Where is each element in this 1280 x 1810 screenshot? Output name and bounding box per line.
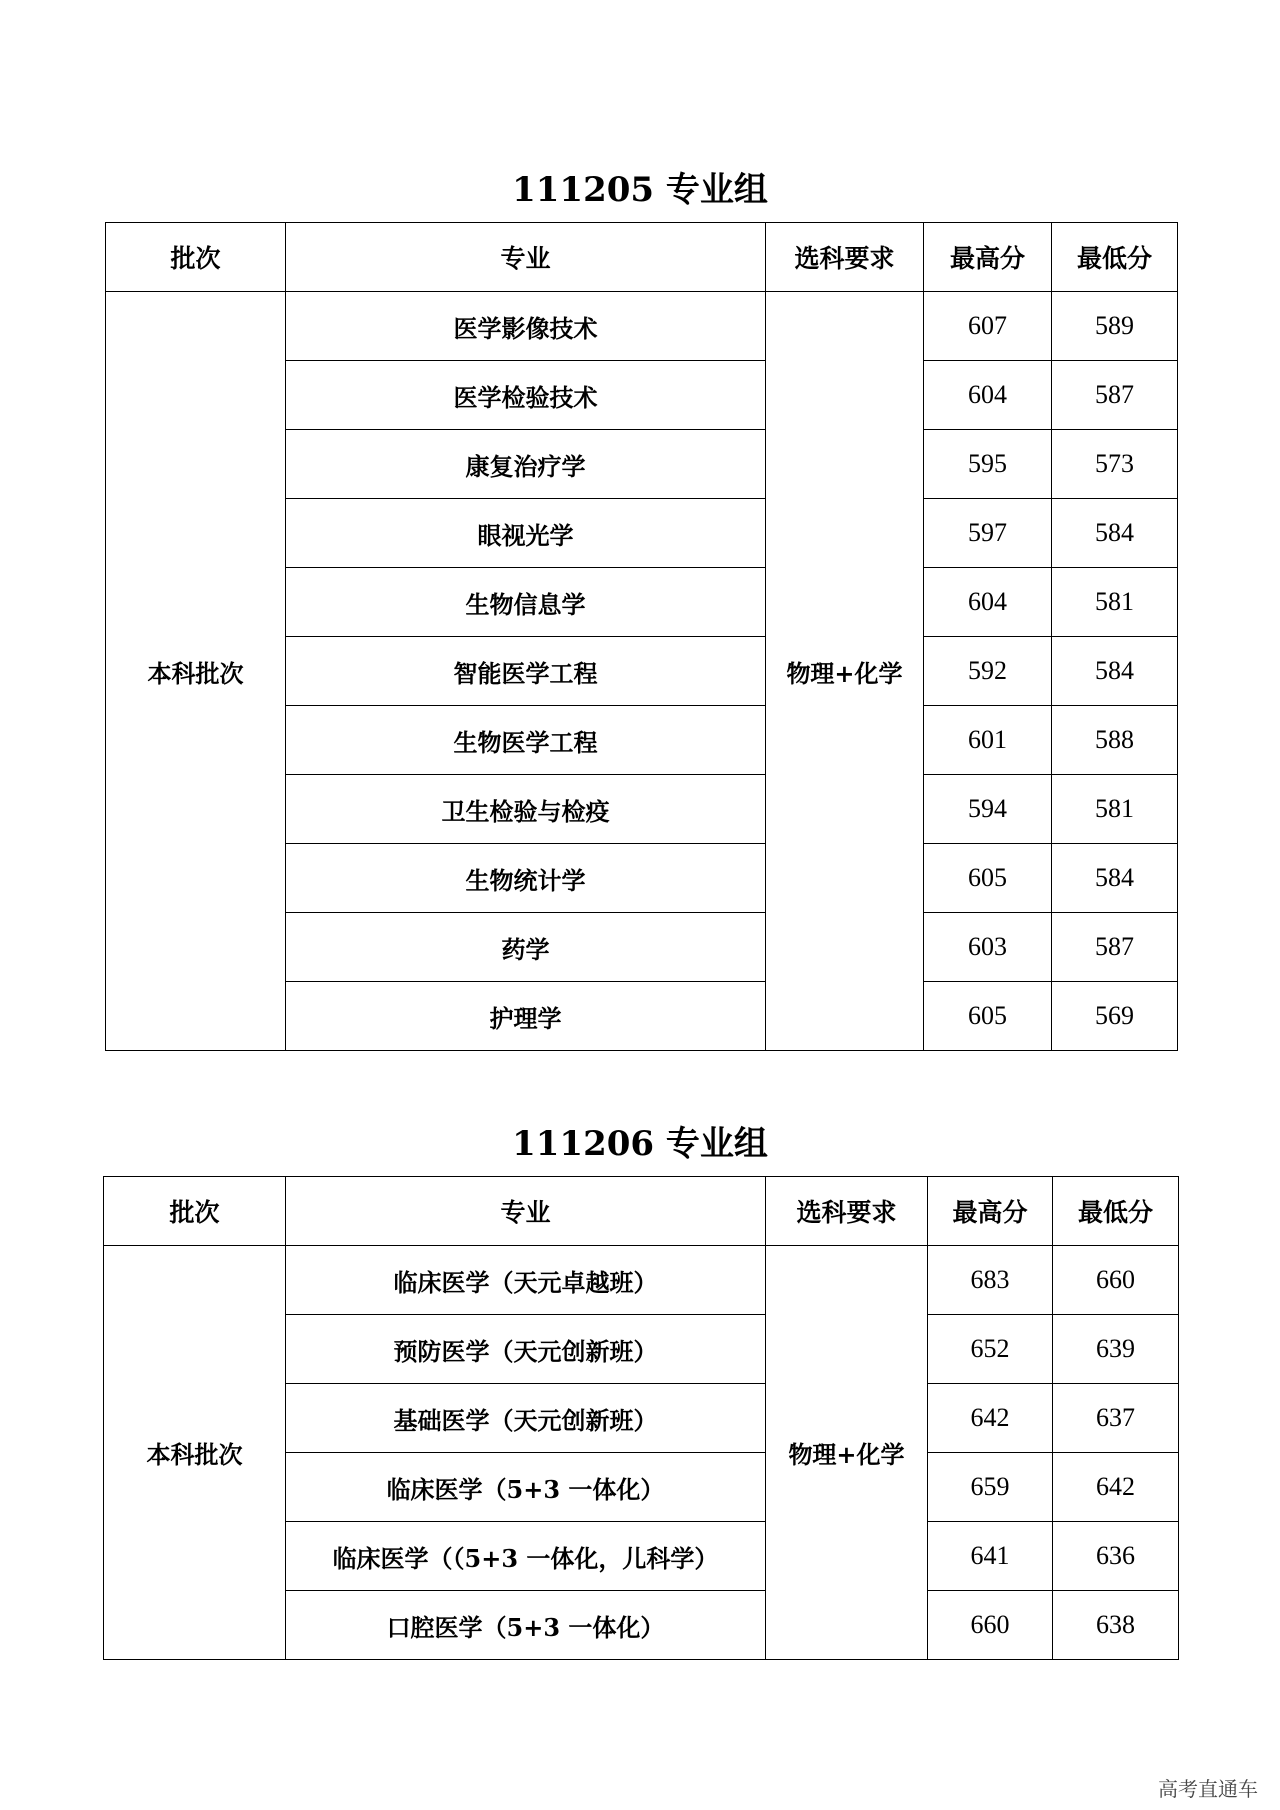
- major-cell: 药学: [286, 913, 766, 982]
- subject-req-cell: 物理+化学: [766, 292, 924, 1051]
- max-score-cell: 642: [928, 1384, 1053, 1453]
- major-cell: 智能医学工程: [286, 637, 766, 706]
- min-score-cell: 581: [1052, 568, 1178, 637]
- header-min-score: 最低分: [1052, 223, 1178, 292]
- max-score-cell: 601: [924, 706, 1052, 775]
- max-score-cell: 660: [928, 1591, 1053, 1660]
- max-score-cell: 652: [928, 1315, 1053, 1384]
- header-subject-req: 选科要求: [766, 223, 924, 292]
- min-score-cell: 636: [1053, 1522, 1179, 1591]
- header-max-score: 最高分: [928, 1177, 1053, 1246]
- max-score-cell: 597: [924, 499, 1052, 568]
- min-score-cell: 589: [1052, 292, 1178, 361]
- header-major: 专业: [286, 223, 766, 292]
- major-cell: 生物统计学: [286, 844, 766, 913]
- max-score-cell: 604: [924, 361, 1052, 430]
- header-major: 专业: [286, 1177, 766, 1246]
- min-score-cell: 660: [1053, 1246, 1179, 1315]
- major-cell: 卫生检验与检疫: [286, 775, 766, 844]
- min-score-cell: 588: [1052, 706, 1178, 775]
- watermark-text: 高考直通车: [1158, 1777, 1258, 1801]
- min-score-cell: 584: [1052, 844, 1178, 913]
- min-score-cell: 638: [1053, 1591, 1179, 1660]
- min-score-cell: 587: [1052, 913, 1178, 982]
- max-score-cell: 683: [928, 1246, 1053, 1315]
- header-batch: 批次: [106, 223, 286, 292]
- max-score-cell: 641: [928, 1522, 1053, 1591]
- major-cell: 医学影像技术: [286, 292, 766, 361]
- min-score-cell: 637: [1053, 1384, 1179, 1453]
- min-score-cell: 573: [1052, 430, 1178, 499]
- max-score-cell: 607: [924, 292, 1052, 361]
- min-score-cell: 569: [1052, 982, 1178, 1051]
- max-score-cell: 592: [924, 637, 1052, 706]
- max-score-cell: 659: [928, 1453, 1053, 1522]
- major-cell: 预防医学（天元创新班）: [286, 1315, 766, 1384]
- min-score-cell: 581: [1052, 775, 1178, 844]
- table-row: [104, 1246, 1179, 1315]
- max-score-cell: 605: [924, 982, 1052, 1051]
- max-score-cell: 603: [924, 913, 1052, 982]
- header-max-score: 最高分: [924, 223, 1052, 292]
- major-cell: 临床医学（（5+3 一体化，儿科学）: [286, 1522, 766, 1591]
- major-cell: 眼视光学: [286, 499, 766, 568]
- major-cell: 基础医学（天元创新班）: [286, 1384, 766, 1453]
- max-score-cell: 604: [924, 568, 1052, 637]
- batch-cell: 本科批次: [104, 1246, 286, 1660]
- header-subject-req: 选科要求: [766, 1177, 928, 1246]
- score-table: [103, 1176, 1179, 1660]
- group-title: 111205 专业组: [512, 170, 768, 210]
- max-score-cell: 605: [924, 844, 1052, 913]
- major-cell: 康复治疗学: [286, 430, 766, 499]
- score-table: [105, 222, 1178, 1051]
- min-score-cell: 639: [1053, 1315, 1179, 1384]
- major-cell: 生物医学工程: [286, 706, 766, 775]
- min-score-cell: 584: [1052, 637, 1178, 706]
- max-score-cell: 595: [924, 430, 1052, 499]
- table-row: [106, 292, 1178, 361]
- major-cell: 护理学: [286, 982, 766, 1051]
- major-cell: 生物信息学: [286, 568, 766, 637]
- batch-cell: 本科批次: [106, 292, 286, 1051]
- table-header-row: [104, 1177, 1179, 1246]
- header-batch: 批次: [104, 1177, 286, 1246]
- subject-req-cell: 物理+化学: [766, 1246, 928, 1660]
- min-score-cell: 587: [1052, 361, 1178, 430]
- major-cell: 临床医学（5+3 一体化）: [286, 1453, 766, 1522]
- major-cell: 医学检验技术: [286, 361, 766, 430]
- group-title: 111206 专业组: [512, 1124, 768, 1164]
- table-header-row: [106, 223, 1178, 292]
- major-cell: 口腔医学（5+3 一体化）: [286, 1591, 766, 1660]
- min-score-cell: 642: [1053, 1453, 1179, 1522]
- min-score-cell: 584: [1052, 499, 1178, 568]
- max-score-cell: 594: [924, 775, 1052, 844]
- major-cell: 临床医学（天元卓越班）: [286, 1246, 766, 1315]
- header-min-score: 最低分: [1053, 1177, 1179, 1246]
